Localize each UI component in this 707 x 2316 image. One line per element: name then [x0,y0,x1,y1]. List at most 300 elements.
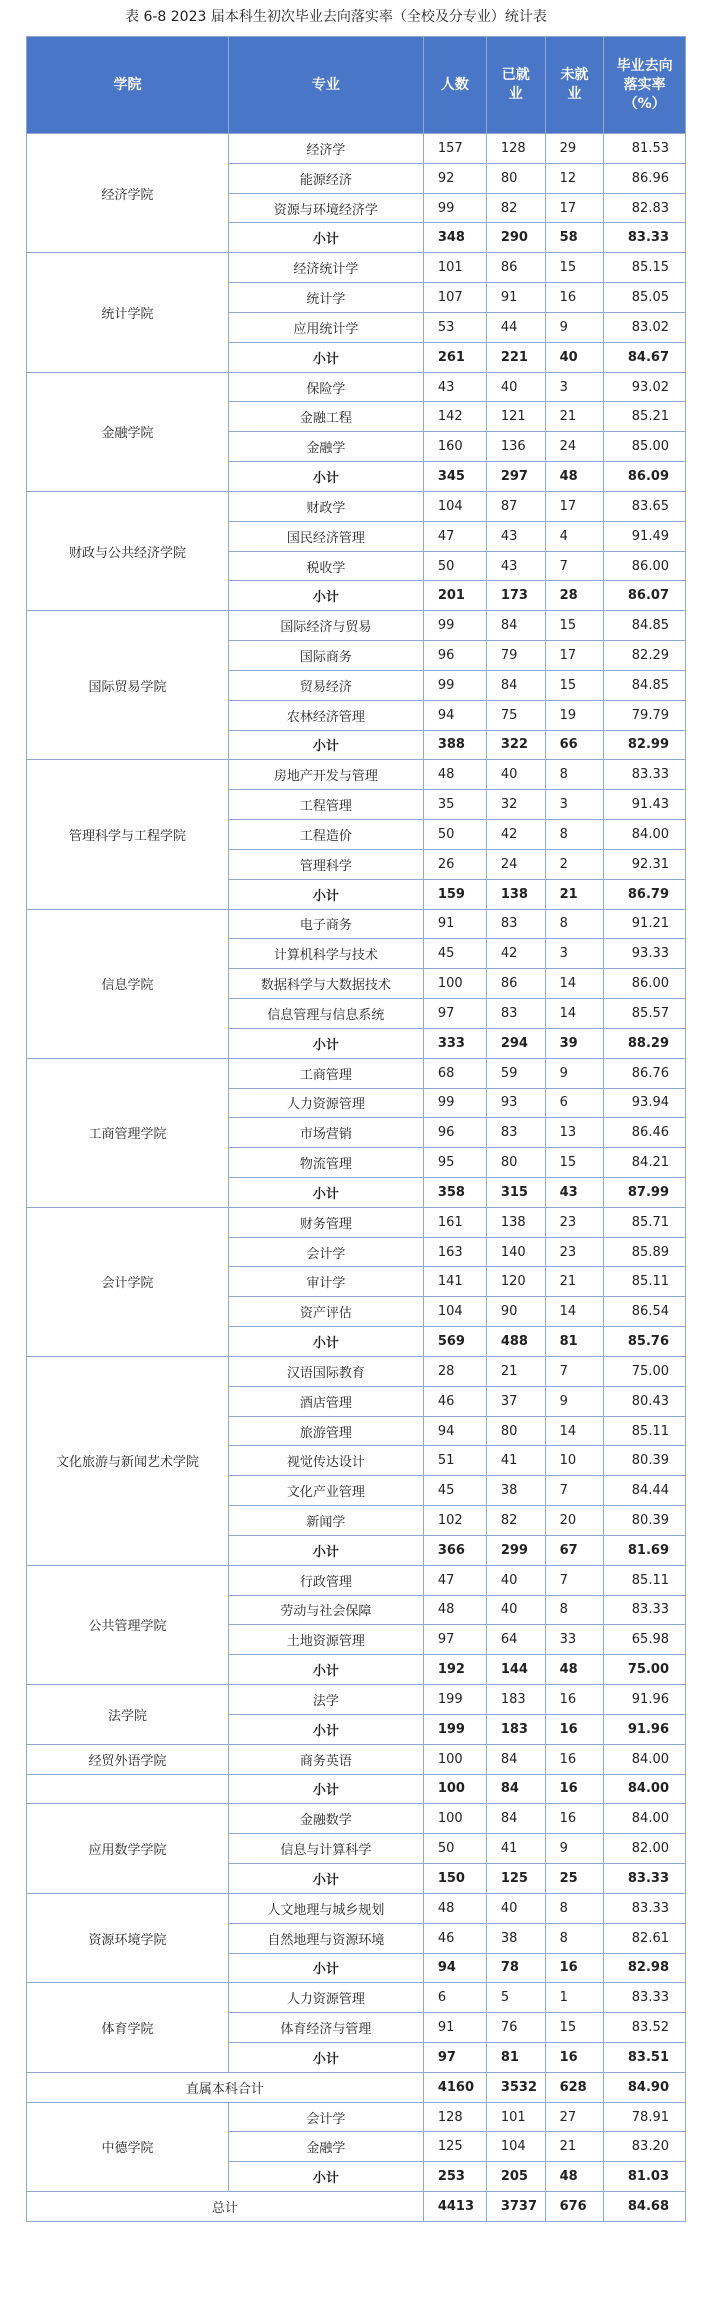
rate-cell: 81.03 [604,2162,686,2192]
unemployed-cell: 21 [545,402,604,432]
employed-cell: 83 [486,1118,545,1148]
employed-cell: 43 [486,521,545,551]
unemployed-cell: 7 [545,1476,604,1506]
unemployed-cell: 16 [545,1804,604,1834]
employed-cell: 82 [486,1506,545,1536]
count-cell: 47 [423,521,486,551]
rate-cell: 80.39 [604,1506,686,1536]
unemployed-cell: 15 [545,1148,604,1178]
employed-cell: 173 [486,581,545,611]
employed-cell: 64 [486,1625,545,1655]
college-cell: 国际贸易学院 [27,611,229,760]
major-cell: 工程管理 [228,790,423,820]
count-cell: 94 [423,700,486,730]
college-cell: 经济学院 [27,134,229,253]
unemployed-cell: 14 [545,999,604,1029]
major-cell: 法学 [228,1685,423,1715]
rate-cell: 91.96 [604,1714,686,1744]
unemployed-cell: 13 [545,1118,604,1148]
unemployed-cell: 16 [545,1774,604,1804]
major-cell: 小计 [228,2043,423,2073]
employed-cell: 80 [486,1416,545,1446]
count-cell: 99 [423,193,486,223]
rate-cell: 81.53 [604,134,686,164]
college-cell: 管理科学与工程学院 [27,760,229,909]
table-row [27,1356,686,1386]
major-cell: 市场营销 [228,1118,423,1148]
unemployed-cell: 28 [545,581,604,611]
rate-cell: 85.11 [604,1565,686,1595]
employed-cell: 205 [486,2162,545,2192]
rate-cell: 86.54 [604,1297,686,1327]
employed-cell: 82 [486,193,545,223]
employed-cell: 81 [486,2043,545,2073]
employed-cell: 87 [486,491,545,521]
unemployed-cell: 1 [545,1983,604,2013]
major-cell: 小计 [228,223,423,253]
count-cell: 26 [423,849,486,879]
employed-cell: 79 [486,641,545,671]
employed-cell: 93 [486,1088,545,1118]
employed-cell: 84 [486,1744,545,1774]
employed-cell: 104 [486,2132,545,2162]
major-cell: 金融学 [228,2132,423,2162]
unemployed-cell: 7 [545,1356,604,1386]
count-cell: 199 [423,1685,486,1715]
employed-cell: 38 [486,1476,545,1506]
rate-cell: 84.67 [604,342,686,372]
major-cell: 小计 [228,581,423,611]
major-cell: 农林经济管理 [228,700,423,730]
unemployed-cell: 10 [545,1446,604,1476]
count-cell: 99 [423,1088,486,1118]
count-cell: 100 [423,969,486,999]
rate-cell: 84.21 [604,1148,686,1178]
college-cell: 文化旅游与新闻艺术学院 [27,1356,229,1565]
major-cell: 行政管理 [228,1565,423,1595]
rate-cell: 83.33 [604,223,686,253]
employed-cell: 37 [486,1386,545,1416]
rate-cell: 91.43 [604,790,686,820]
header-employed: 已就业 [486,37,545,134]
count-cell: 6 [423,1983,486,2013]
table-row [27,760,686,790]
employed-cell: 183 [486,1714,545,1744]
major-cell: 小计 [228,462,423,492]
table-row [27,134,686,164]
employed-cell: 138 [486,879,545,909]
count-cell: 348 [423,223,486,253]
rate-cell: 79.79 [604,700,686,730]
college-cell: 资源环境学院 [27,1893,229,1982]
unemployed-cell: 14 [545,1416,604,1446]
rate-cell: 86.79 [604,879,686,909]
rate-cell: 82.29 [604,641,686,671]
employed-cell: 488 [486,1327,545,1357]
count-cell: 201 [423,581,486,611]
employed-cell: 120 [486,1267,545,1297]
unemployed-cell: 14 [545,969,604,999]
college-cell: 应用数学学院 [27,1804,229,1893]
employed-cell: 80 [486,163,545,193]
header-count: 人数 [423,37,486,134]
employed-cell: 84 [486,1774,545,1804]
count-cell: 99 [423,670,486,700]
employed-cell: 86 [486,253,545,283]
unemployed-cell: 21 [545,2132,604,2162]
table-row [27,372,686,402]
count-cell: 125 [423,2132,486,2162]
total-label: 总计 [27,2192,424,2222]
count-cell: 128 [423,2102,486,2132]
major-cell: 酒店管理 [228,1386,423,1416]
major-cell: 小计 [228,1953,423,1983]
count-cell: 91 [423,909,486,939]
count-cell: 96 [423,1118,486,1148]
employed-cell: 3532 [486,2072,545,2102]
college-cell: 统计学院 [27,253,229,372]
major-cell: 国际经济与贸易 [228,611,423,641]
employed-cell: 38 [486,1923,545,1953]
table-row [27,1744,686,1774]
rate-cell: 82.99 [604,730,686,760]
rate-cell: 84.00 [604,1774,686,1804]
header-unemployed: 未就业 [545,37,604,134]
count-cell: 150 [423,1864,486,1894]
major-cell: 工程造价 [228,820,423,850]
employed-cell: 43 [486,551,545,581]
count-cell: 107 [423,283,486,313]
rate-cell: 82.00 [604,1834,686,1864]
count-cell: 97 [423,999,486,1029]
unemployed-cell: 27 [545,2102,604,2132]
rate-cell: 80.39 [604,1446,686,1476]
unemployed-cell: 8 [545,1893,604,1923]
rate-cell: 85.00 [604,432,686,462]
college-cell: 体育学院 [27,1983,229,2072]
employed-cell: 40 [486,1893,545,1923]
count-cell: 104 [423,1297,486,1327]
unemployed-cell: 8 [545,760,604,790]
employed-cell: 86 [486,969,545,999]
rate-cell: 86.00 [604,551,686,581]
count-cell: 261 [423,342,486,372]
college-cell: 会计学院 [27,1207,229,1356]
major-cell: 国民经济管理 [228,521,423,551]
employed-cell: 5 [486,1983,545,2013]
count-cell: 142 [423,402,486,432]
major-cell: 人力资源管理 [228,1983,423,2013]
count-cell: 161 [423,1207,486,1237]
rate-cell: 83.20 [604,2132,686,2162]
major-cell: 经济学 [228,134,423,164]
college-cell: 信息学院 [27,909,229,1058]
major-cell: 统计学 [228,283,423,313]
employed-cell: 121 [486,402,545,432]
rate-cell: 83.33 [604,760,686,790]
employed-cell: 84 [486,1804,545,1834]
rate-cell: 84.85 [604,670,686,700]
unemployed-cell: 21 [545,879,604,909]
unemployed-cell: 15 [545,2013,604,2043]
unemployed-cell: 3 [545,372,604,402]
count-cell: 100 [423,1774,486,1804]
unemployed-cell: 16 [545,1953,604,1983]
college-cell: 经贸外语学院 [27,1744,229,1774]
unemployed-cell: 16 [545,283,604,313]
rate-cell: 83.52 [604,2013,686,2043]
rate-cell: 83.33 [604,1595,686,1625]
rate-cell: 86.09 [604,462,686,492]
rate-cell: 81.69 [604,1535,686,1565]
major-cell: 小计 [228,1028,423,1058]
major-cell: 数据科学与大数据技术 [228,969,423,999]
employed-cell: 42 [486,939,545,969]
rate-cell: 86.76 [604,1058,686,1088]
count-cell: 104 [423,491,486,521]
count-cell: 192 [423,1655,486,1685]
major-cell: 计算机科学与技术 [228,939,423,969]
unemployed-cell: 7 [545,1565,604,1595]
count-cell: 46 [423,1923,486,1953]
count-cell: 99 [423,611,486,641]
unemployed-cell: 48 [545,462,604,492]
major-cell: 电子商务 [228,909,423,939]
subtotal-row [27,1774,686,1804]
unemployed-cell: 40 [545,342,604,372]
rate-cell: 82.61 [604,1923,686,1953]
employed-cell: 41 [486,1834,545,1864]
employed-cell: 90 [486,1297,545,1327]
rate-cell: 91.21 [604,909,686,939]
major-cell: 财务管理 [228,1207,423,1237]
unemployed-cell: 21 [545,1267,604,1297]
major-cell: 贸易经济 [228,670,423,700]
rate-cell: 85.71 [604,1207,686,1237]
count-cell: 91 [423,2013,486,2043]
count-cell: 4413 [423,2192,486,2222]
employed-cell: 78 [486,1953,545,1983]
major-cell: 体育经济与管理 [228,2013,423,2043]
rate-cell: 85.15 [604,253,686,283]
major-cell: 汉语国际教育 [228,1356,423,1386]
unemployed-cell: 23 [545,1207,604,1237]
unemployed-cell: 16 [545,1685,604,1715]
count-cell: 102 [423,1506,486,1536]
major-cell: 金融学 [228,432,423,462]
college-cell: 金融学院 [27,372,229,491]
count-cell: 35 [423,790,486,820]
rate-cell: 85.76 [604,1327,686,1357]
table-caption: 表 6-8 2023 届本科生初次毕业去向落实率（全校及分专业）统计表 [125,9,547,25]
rate-cell: 82.98 [604,1953,686,1983]
employed-cell: 44 [486,312,545,342]
table-row [27,1685,686,1715]
table-row [27,491,686,521]
rate-cell: 83.33 [604,1864,686,1894]
unemployed-cell: 66 [545,730,604,760]
unemployed-cell: 16 [545,2043,604,2073]
employed-cell: 136 [486,432,545,462]
college-cell: 工商管理学院 [27,1058,229,1207]
rate-cell: 84.44 [604,1476,686,1506]
table-row [27,909,686,939]
count-cell: 48 [423,760,486,790]
total-label: 直属本科合计 [27,2072,424,2102]
rate-cell: 93.33 [604,939,686,969]
major-cell: 商务英语 [228,1744,423,1774]
count-cell: 45 [423,1476,486,1506]
rate-cell: 85.57 [604,999,686,1029]
unemployed-cell: 628 [545,2072,604,2102]
unemployed-cell: 48 [545,1655,604,1685]
rate-cell: 84.00 [604,1744,686,1774]
unemployed-cell: 43 [545,1177,604,1207]
rate-cell: 86.00 [604,969,686,999]
major-cell: 会计学 [228,2102,423,2132]
count-cell: 199 [423,1714,486,1744]
count-cell: 50 [423,551,486,581]
major-cell: 金融工程 [228,402,423,432]
major-cell: 小计 [228,730,423,760]
employed-cell: 299 [486,1535,545,1565]
employed-cell: 84 [486,670,545,700]
unemployed-cell: 9 [545,1058,604,1088]
college-cell: 中德学院 [27,2102,229,2191]
table-row [27,1804,686,1834]
unemployed-cell: 9 [545,1386,604,1416]
major-cell: 资产评估 [228,1297,423,1327]
table-row [27,2102,686,2132]
count-cell: 358 [423,1177,486,1207]
unemployed-cell: 15 [545,670,604,700]
rate-cell: 85.05 [604,283,686,313]
table-row [27,1893,686,1923]
unemployed-cell: 8 [545,820,604,850]
employed-cell: 40 [486,372,545,402]
unemployed-cell: 14 [545,1297,604,1327]
rate-cell: 93.02 [604,372,686,402]
count-cell: 163 [423,1237,486,1267]
major-cell: 小计 [228,1327,423,1357]
unemployed-cell: 17 [545,491,604,521]
unemployed-cell: 7 [545,551,604,581]
count-cell: 51 [423,1446,486,1476]
count-cell: 94 [423,1953,486,1983]
unemployed-cell: 25 [545,1864,604,1894]
rate-cell: 93.94 [604,1088,686,1118]
count-cell: 94 [423,1416,486,1446]
unemployed-cell: 17 [545,193,604,223]
unemployed-cell: 9 [545,1834,604,1864]
count-cell: 45 [423,939,486,969]
employed-cell: 3737 [486,2192,545,2222]
major-cell: 国际商务 [228,641,423,671]
unemployed-cell: 8 [545,909,604,939]
employed-cell: 32 [486,790,545,820]
count-cell: 48 [423,1893,486,1923]
unemployed-cell: 23 [545,1237,604,1267]
count-cell: 159 [423,879,486,909]
employed-cell: 42 [486,820,545,850]
rate-cell: 83.33 [604,1983,686,2013]
major-cell: 应用统计学 [228,312,423,342]
major-cell: 小计 [228,1535,423,1565]
unemployed-cell: 3 [545,939,604,969]
employed-cell: 125 [486,1864,545,1894]
unemployed-cell: 58 [545,223,604,253]
rate-cell: 83.51 [604,2043,686,2073]
major-cell: 保险学 [228,372,423,402]
employed-cell: 24 [486,849,545,879]
table-row [27,1207,686,1237]
count-cell: 100 [423,1804,486,1834]
rate-cell: 65.98 [604,1625,686,1655]
major-cell: 会计学 [228,1237,423,1267]
rate-cell: 91.49 [604,521,686,551]
count-cell: 96 [423,641,486,671]
count-cell: 46 [423,1386,486,1416]
employed-cell: 59 [486,1058,545,1088]
major-cell: 文化产业管理 [228,1476,423,1506]
table-row [27,253,686,283]
count-cell: 92 [423,163,486,193]
college-cell: 公共管理学院 [27,1565,229,1684]
major-cell: 工商管理 [228,1058,423,1088]
major-cell: 人力资源管理 [228,1088,423,1118]
major-cell: 经济统计学 [228,253,423,283]
employed-cell: 40 [486,760,545,790]
major-cell: 小计 [228,1774,423,1804]
header-college: 学院 [27,37,229,134]
major-cell: 能源经济 [228,163,423,193]
count-cell: 47 [423,1565,486,1595]
count-cell: 28 [423,1356,486,1386]
rate-cell: 83.65 [604,491,686,521]
major-cell: 管理科学 [228,849,423,879]
rate-cell: 85.11 [604,1267,686,1297]
major-cell: 房地产开发与管理 [228,760,423,790]
major-cell: 小计 [228,879,423,909]
count-cell: 388 [423,730,486,760]
rate-cell: 82.83 [604,193,686,223]
rate-cell: 83.02 [604,312,686,342]
count-cell: 160 [423,432,486,462]
unemployed-cell: 81 [545,1327,604,1357]
major-cell: 审计学 [228,1267,423,1297]
employed-cell: 83 [486,999,545,1029]
count-cell: 68 [423,1058,486,1088]
unemployed-cell: 39 [545,1028,604,1058]
employed-cell: 322 [486,730,545,760]
rate-cell: 84.00 [604,820,686,850]
table-row [27,1983,686,2013]
unemployed-cell: 8 [545,1595,604,1625]
rate-cell: 86.07 [604,581,686,611]
rate-cell: 91.96 [604,1685,686,1715]
rate-cell: 84.85 [604,611,686,641]
unemployed-cell: 4 [545,521,604,551]
employed-cell: 101 [486,2102,545,2132]
employed-cell: 76 [486,2013,545,2043]
major-cell: 小计 [228,1864,423,1894]
count-cell: 50 [423,820,486,850]
employed-cell: 183 [486,1685,545,1715]
major-cell: 物流管理 [228,1148,423,1178]
college-cell [27,1774,229,1804]
unemployed-cell: 676 [545,2192,604,2222]
rate-cell: 75.00 [604,1655,686,1685]
